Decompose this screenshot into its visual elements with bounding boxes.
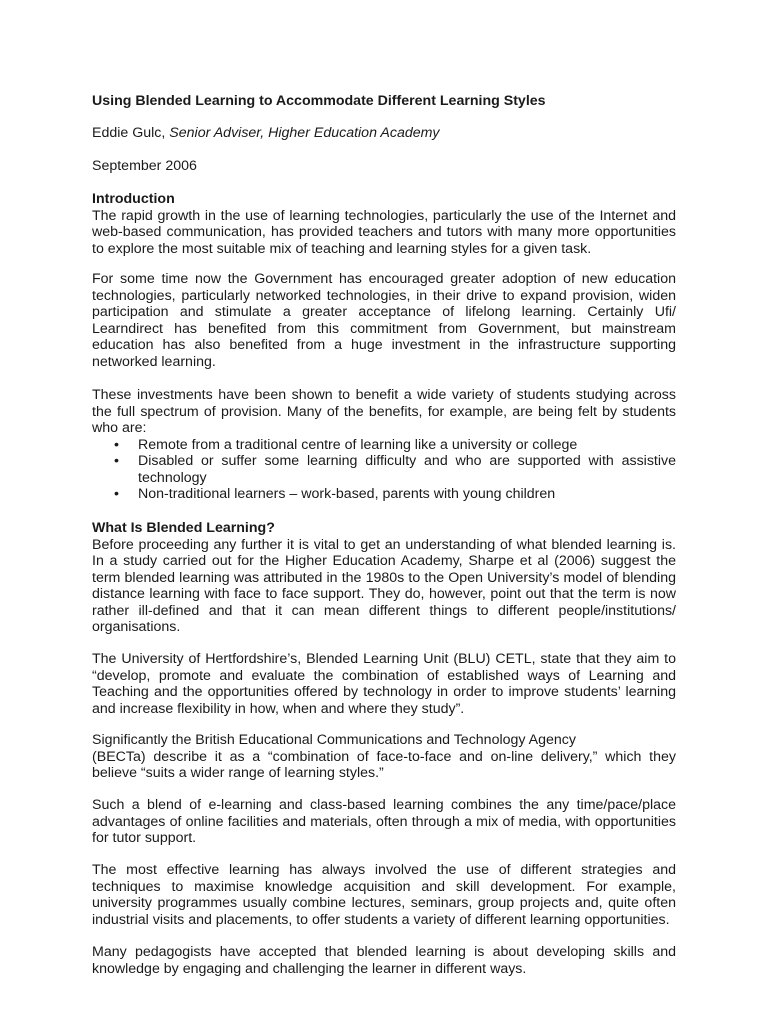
paragraph-pedagogists (92, 944, 676, 977)
section-heading: What Is Blended Learning? (92, 520, 275, 536)
list-item: • Remote from a traditional centre of learning like a university or college (92, 437, 676, 454)
section-heading: Introduction (92, 191, 175, 207)
paragraph: For some time now the Government has encouraged greater adoption of new education technologies, particularly networked technologies, in their drive to expand provision, widen participation and stimulate a greater acceptance of lifelong learning. Certainly Ufi/ Learndirect has benefited from this commitment from Government, but mainstream education has also benefited from a huge investment in the infrastructure supporting networked learning. (92, 271, 676, 370)
paragraph: (BECTa) describe it as a “combination of face-to-face and on-line delivery,” which they believe “suits a wider range of learning styles.” (92, 748, 676, 781)
document-title (92, 93, 676, 110)
paragraph-government (92, 271, 676, 370)
paragraph: Before proceeding any further it is vital to get an understanding of what blended learning is. In a study carried out for the Higher Education Academy, Sharpe et al (2006) suggest the term blended learning was attributed in the 1980s to the Open University’s model of blending distance learning with face to face support. They do, however, point out that the term is now rather ill-defined and that it can mean different things to different people/institutions/ organisations. (92, 536, 676, 635)
author-role: Senior Adviser, Higher Education Academy (169, 125, 440, 141)
paragraph: The most effective learning has always involved the use of different strategies and techniques to maximise knowledge acquisition and skill development. For example, university programmes usually combine lectures, seminars, group projects and, quite often industrial visits and placements, to offer students a variety of different learning opportunities. (92, 862, 676, 928)
paragraph: The University of Hertfordshire’s, Blended Learning Unit (BLU) CETL, state that they aim to “develop, promote and evaluate the combination of established ways of Learning and Teaching and the opportunities offered by technology in order to improve students’ learning and increase flexibility in how, when and where they study”. (92, 651, 676, 717)
list-item: • Non-traditional learners – work-based, parents with young children (92, 486, 676, 503)
paragraph: These investments have been shown to benefit a wide variety of students studying across the full spectrum of provision. Many of the benefits, for example, are being felt by students who are: (92, 387, 676, 436)
paragraph-becta (92, 732, 676, 782)
section-what-is-blended-learning (92, 520, 676, 636)
publication-date: September 2006 (92, 158, 197, 174)
bullet-list (92, 437, 676, 503)
paragraph: Many pedagogists have accepted that blended learning is about developing skills and knowledge by engaging and challenging the learner in different ways. (92, 944, 676, 977)
section-introduction (92, 191, 676, 257)
paragraph: Such a blend of e-learning and class-based learning combines the any time/pace/place advantages of online facilities and materials, often through a mix of media, with opportunities for tutor support. (92, 797, 676, 846)
paragraph-blend (92, 797, 676, 847)
list-item: • Disabled or suffer some learning difficulty and who are supported with assistive technology (92, 453, 676, 486)
title-text: Using Blended Learning to Accommodate Different Learning Styles (92, 93, 546, 109)
paragraph-hertfordshire (92, 651, 676, 717)
paragraph-effective-learning (92, 862, 676, 928)
paragraph-investments (92, 387, 676, 503)
author-line (92, 125, 676, 142)
author-name: Eddie Gulc, (92, 125, 166, 141)
paragraph: The rapid growth in the use of learning technologies, particularly the use of the Internet and web-based communication, has provided teachers and tutors with many more opportunities to explore the most suitable mix of teaching and learning styles for a given task. (92, 207, 676, 257)
paragraph-line: Significantly the British Educational Communications and Technology Agency (92, 732, 576, 748)
date-line (92, 158, 676, 175)
